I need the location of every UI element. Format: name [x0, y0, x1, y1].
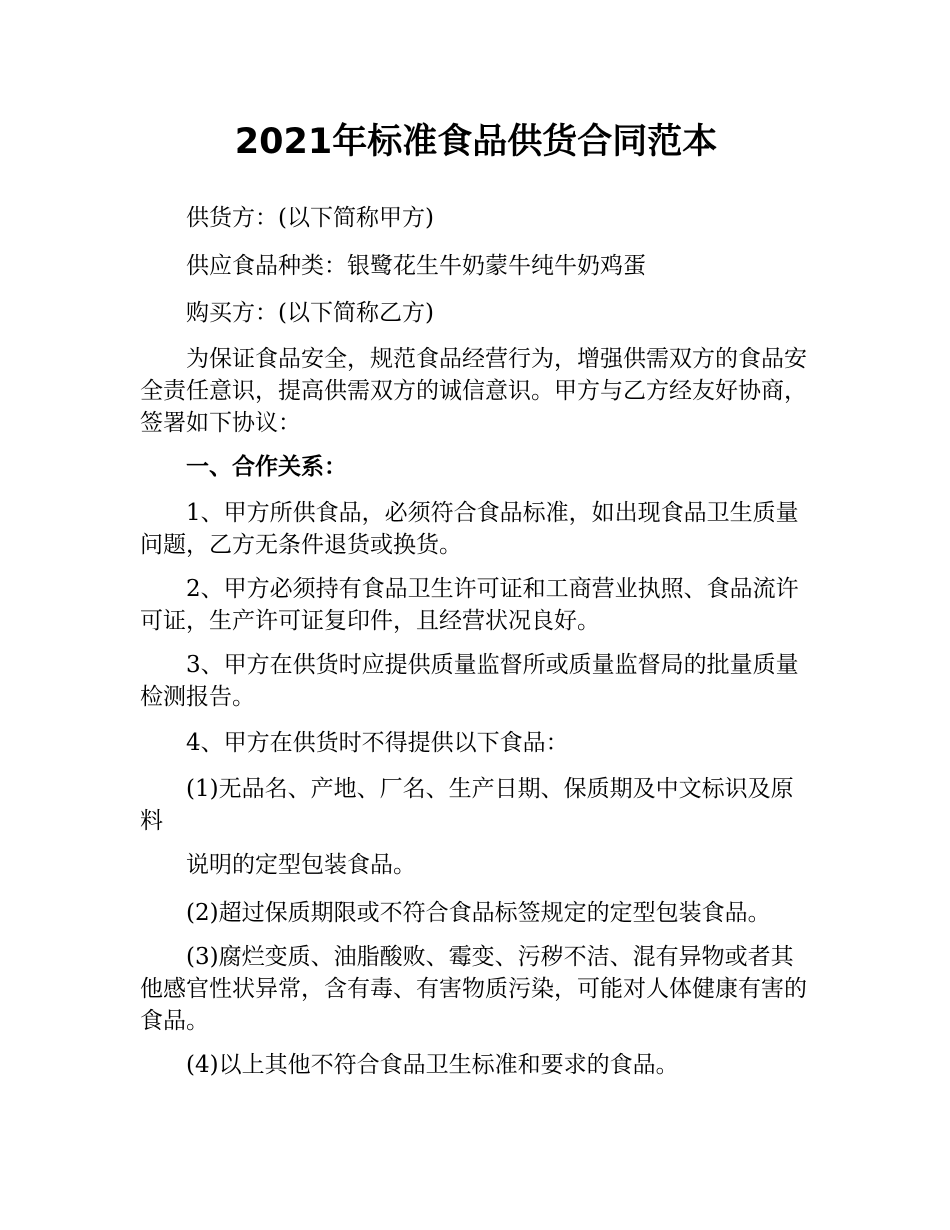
item-3: (3)腐烂变质、油脂酸败、霉变、污秽不洁、混有异物或者其他感官性状异常，含有毒、有害物质污染，可能对人体健康有害的食品。 [140, 944, 807, 1034]
document-title: 2021年标准食品供货合同范本 [234, 122, 718, 162]
item-2: (2)超过保质期限或不符合食品标签规定的定型包装食品。 [186, 900, 771, 926]
section-heading-cooperation: 一、合作关系： [186, 454, 347, 480]
food-types-line: 供应食品种类：银鹭花生牛奶蒙牛纯牛奶鸡蛋 [186, 253, 646, 279]
item-1: (1)无品名、产地、厂名、生产日期、保质期及中文标识及原料 [140, 776, 794, 834]
item-4: (4)以上其他不符合食品卫生标准和要求的食品。 [186, 1052, 679, 1078]
clause-2: 2、甲方必须持有食品卫生许可证和工商营业执照、食品流许可证，生产许可证复印件，且经营状况良好。 [140, 576, 799, 634]
buyer-line: 购买方：(以下简称乙方) [186, 300, 434, 326]
preamble-paragraph: 为保证食品安全，规范食品经营行为，增强供需双方的食品安全责任意识，提高供需双方的诚信意识。甲方与乙方经友好协商，签署如下协议： [140, 346, 807, 436]
clause-1: 1、甲方所供食品，必须符合食品标准，如出现食品卫生质量问题，乙方无条件退货或换货。 [140, 500, 799, 558]
clause-3: 3、甲方在供货时应提供质量监督所或质量监督局的批量质量检测报告。 [140, 652, 799, 710]
clause-4: 4、甲方在供货时不得提供以下食品： [186, 730, 569, 756]
item-1-continued: 说明的定型包装食品。 [186, 852, 416, 878]
supplier-line: 供货方：(以下简称甲方) [186, 205, 434, 231]
